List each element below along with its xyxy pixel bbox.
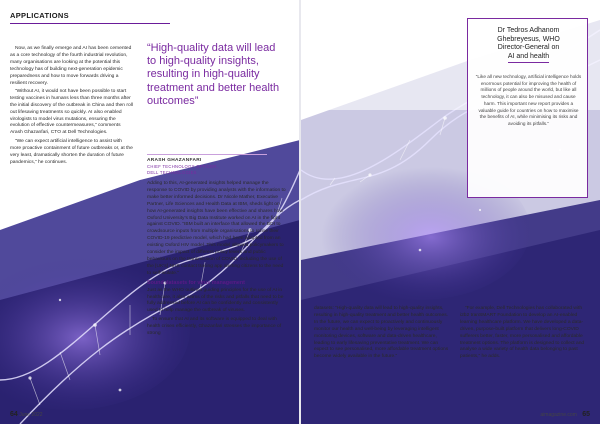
paragraph: Adding to this, AI-generated insights helped manage the response to COVID by providing analysts with the information to make better informed decisions. Dr Nicole Mather, Executive Partner, Life Sciences and Health Data at IBM, sheds light on how AI-generated insights have been effective and shares how Oxford University’s Big Data Institute worked on AI in the fight against COVID. “IBM built an interface that allowed the BDI to crowdsource inputs from multiple organisations to refine their COVID-19 predictive model, which had been adapted from an existing Oxford HIV model. This model allowed policymakers to consider the impact of different policy levers and public behaviours on the transmission of COVID, including the use of the [UK’s] NHS contact tracing app alerting citizens to the need to self-isolate.” [147,181,286,276]
quote-title-line: CHIEF TECHNOLOGY OFFICER, [147,164,219,169]
section-label: APPLICATIONS [10,11,69,20]
pull-quote: “High-quality data will lead to high-quality insights, resulting in high-quality treatment and better health outcomes” [147,42,280,107]
paragraph: Now, as we finally emerge and AI has been cemented as a core technology of the fourth industrial revolution, many organisations are looking at the potential this technology has of building next-generation epidemic preparedness and how to move forwards driving a resilient recovery. [10,46,132,86]
column-4 [460,306,588,363]
sidebar-quote-text: “Like all new technology, artificial intelligence holds enormous potential for improving the health of millions of people around the world, but like all technology, it can also be misused and cause harm. This important new report provides a valuable guide for countries on how to maximise the benefits of AI, while minimising its risks and avoiding its pitfalls.” [475,74,582,126]
quote-attribution-name: ARASH GHAZANFARI [147,158,202,163]
sidebar-title [468,27,589,63]
section-rule [10,23,170,24]
page-number: 65 [582,411,590,418]
issue-date: June 2022 [19,412,43,418]
paragraph: To ensure that AI and its software is equipped to deal with health crises efficiently, Ghazanfari stresses the importance of strong [147,316,282,336]
byline-rule [147,154,267,155]
paragraph: “Without AI, it would not have been possible to start testing vaccines in humans less than three months after the initial discovery of the outbreak in China and then roll out lifesaving treatments so quickly. AI also enabled virologists to model virus mutations, ensuring the evolution of effective countermeasures,” comments Arash Ghazanfari, CTO at Dell Technologies. [10,88,133,136]
sidebar-quote-box [467,18,588,198]
site-url: aimagazine.com [540,412,577,418]
paragraph: “We can expect artificial intelligence to assist with more proactive containment of future outbreaks or, at the very least, dramatically shorten the duration of future pandemics,” he continues. [10,138,133,165]
paragraph: “For example, Dell Technologies has collaborated with i2b2 tranSMART Foundation to develop an AI-enabled learning healthcare platform. We have developed a data-driven, purpose-built platform that delivers long-COVID sufferers better, faster, more personalised and affordable treatment options. The platform is designed to collect and analyse a wide variety of health data belonging to past patients,” he adds. [460,306,585,360]
quote-attribution-title [147,164,218,175]
sidebar-title-line: Dr Tedros Adhanom [497,27,560,34]
column-3 [314,306,450,363]
page-gutter [299,0,301,424]
page-number: 64 [10,411,18,418]
sidebar-title-line: Ghebreyesus, WHO [497,35,560,43]
sidebar-title-line: AI and health [508,53,549,63]
column-1 [10,46,133,168]
right-folio [540,411,590,418]
subheading: Sound datasets for virus management [147,279,245,286]
sidebar-title-line: Director-General on [497,44,560,52]
quote-title-line: DELL TECHNOLOGIES [147,169,197,175]
left-folio [10,411,43,418]
paragraph: datasets: “High-quality data will lead to high-quality insights, resulting in high-quality treatment and better health outcomes. In the future, we can expect to proactively and continuously monitor our health and well-being by leveraging intelligent monitoring devices, software and data-driven healthcare, leading to early lifesaving preventative treatment. We can expect to see personalised, more affordable treatment options become widely available in the future.” [314,306,449,360]
column-2 [147,181,287,339]
paragraph: Just as the WHO outlines guiding principles for the use of AI in healthcare, it also warns of the risks and pitfalls that need to be fully addressed before AI can be confidently and consistently used to help manage the outbreak of viruses. [147,287,284,314]
